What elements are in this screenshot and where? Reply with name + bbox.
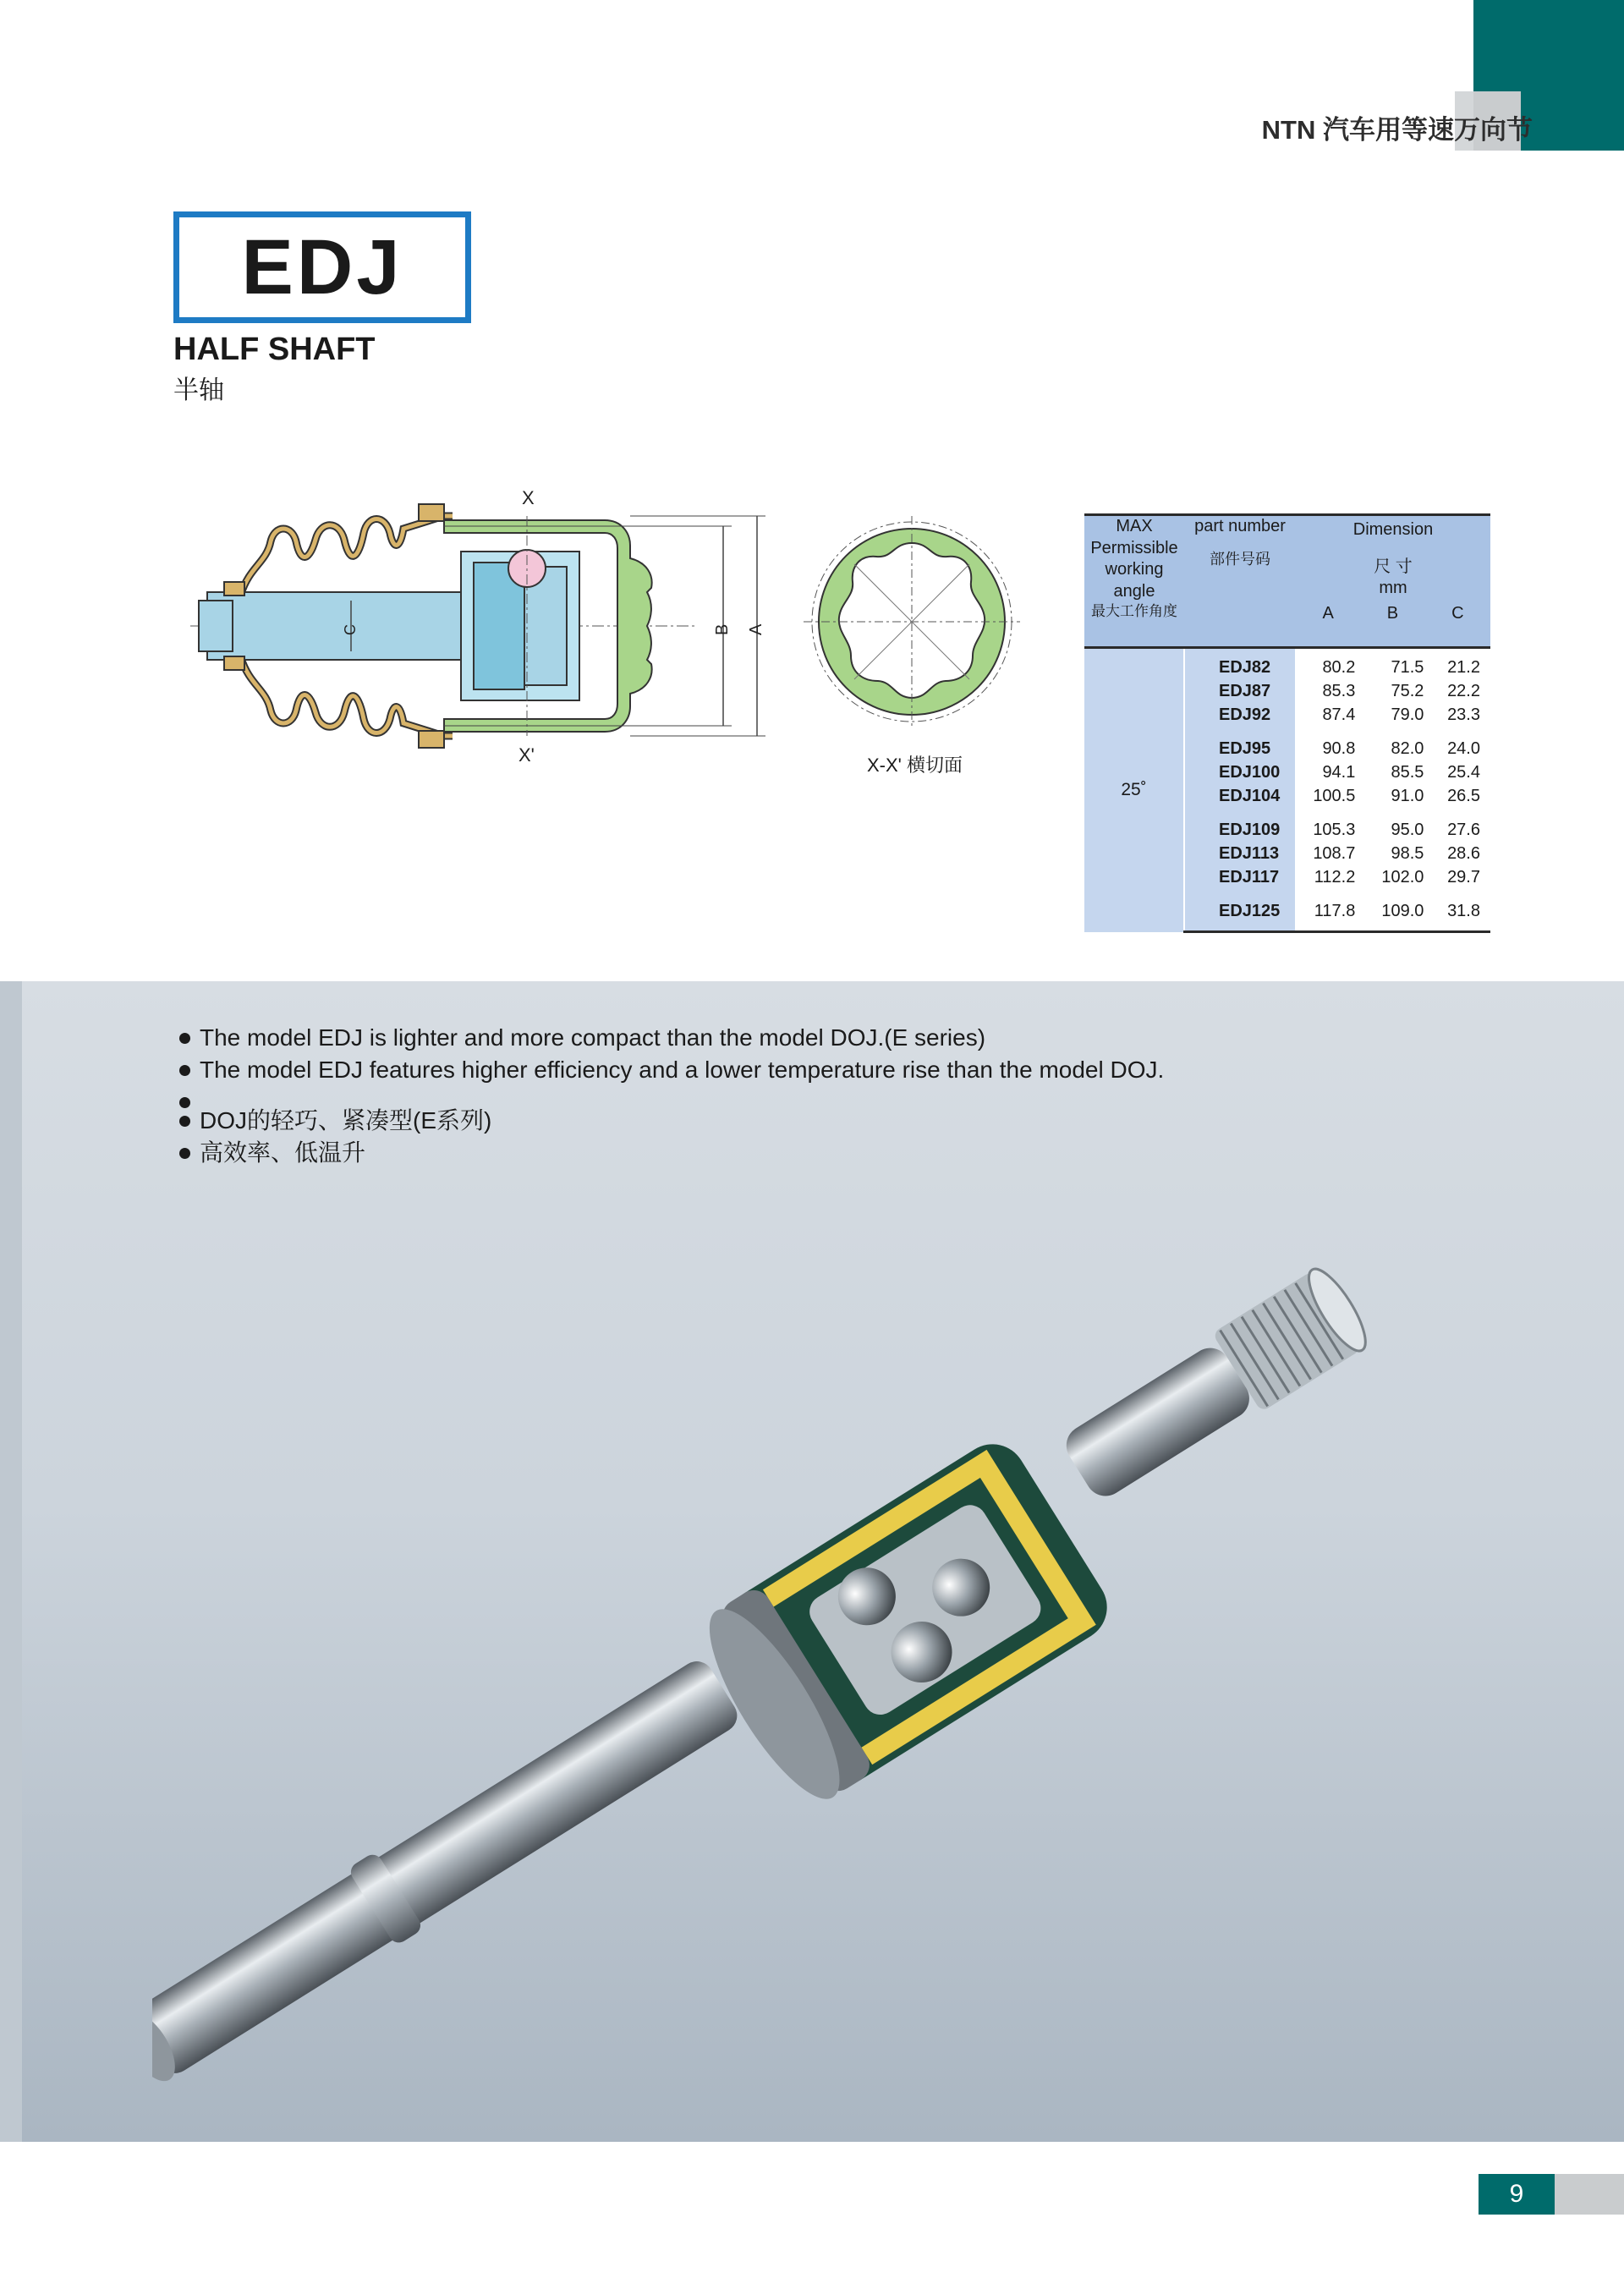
dim-a-cell: 85.3 xyxy=(1296,679,1365,703)
dim-a-cell: 117.8 xyxy=(1296,889,1365,931)
part-number-cell: EDJ125 xyxy=(1184,889,1296,931)
header-part-line-2: 部件号码 xyxy=(1210,550,1270,568)
spec-table xyxy=(1084,513,1490,933)
table-row xyxy=(1084,648,1490,680)
part-number-cell: EDJ109 xyxy=(1184,808,1296,842)
dim-c-cell: 26.5 xyxy=(1434,784,1490,808)
dim-a-cell: 87.4 xyxy=(1296,703,1365,727)
dim-b-cell: 75.2 xyxy=(1365,679,1434,703)
label-a: A xyxy=(747,623,765,635)
header-dim-line-2: 尺 寸 xyxy=(1374,557,1413,576)
page-number: 9 xyxy=(1479,2174,1555,2215)
page-header: NTN 汽车用等速万向节 xyxy=(1261,115,1533,145)
header-dimension xyxy=(1296,515,1490,648)
label-x: X xyxy=(522,487,535,508)
table-header-row xyxy=(1084,515,1490,648)
part-number-cell: EDJ82 xyxy=(1184,648,1296,680)
dim-b-cell: 109.0 xyxy=(1365,889,1434,931)
dim-c-cell: 27.6 xyxy=(1434,808,1490,842)
part-number-cell: EDJ92 xyxy=(1184,703,1296,727)
dim-a-cell: 90.8 xyxy=(1296,727,1365,760)
dim-c-cell: 23.3 xyxy=(1434,703,1490,727)
dim-b-cell: 85.5 xyxy=(1365,760,1434,784)
dim-a-cell: 80.2 xyxy=(1296,648,1365,680)
dim-a-cell: 112.2 xyxy=(1296,865,1365,889)
dim-b-cell: 79.0 xyxy=(1365,703,1434,727)
header-dim-unit: mm xyxy=(1379,579,1407,598)
dim-c-cell: 21.2 xyxy=(1434,648,1490,680)
x-section-view xyxy=(804,508,1023,761)
angle-value: 25˚ xyxy=(1084,648,1184,932)
header-angle-line-4: angle xyxy=(1113,581,1155,601)
half-shaft-photo xyxy=(152,1252,1522,2098)
header-dim-line-1: Dimension xyxy=(1352,520,1434,539)
table-body xyxy=(1084,648,1490,932)
header-col-c: C xyxy=(1451,603,1464,623)
header-part-line-1: part number xyxy=(1194,517,1286,535)
dim-c-cell: 31.8 xyxy=(1434,889,1490,931)
section-caption: X-X' 横切面 xyxy=(867,755,963,776)
dim-b-cell: 71.5 xyxy=(1365,648,1434,680)
header-dim-sub xyxy=(1296,603,1490,625)
joint-cross-section-drawing xyxy=(190,482,799,787)
feature-cn-2: 高效率、低温升 xyxy=(178,1137,1164,1169)
dim-c-cell: 22.2 xyxy=(1434,679,1490,703)
label-b: B xyxy=(713,623,732,635)
header-angle-line-5: 最大工作角度 xyxy=(1091,603,1177,620)
dim-a-cell: 100.5 xyxy=(1296,784,1365,808)
part-number-cell: EDJ95 xyxy=(1184,727,1296,760)
dim-c-cell: 28.6 xyxy=(1434,842,1490,865)
dim-b-cell: 95.0 xyxy=(1365,808,1434,842)
feature-en-1: The model EDJ is lighter and more compact than the model DOJ.(E series) xyxy=(178,1022,1164,1054)
part-number-cell: EDJ100 xyxy=(1184,760,1296,784)
label-x-prime: X' xyxy=(518,744,535,766)
dim-b-cell: 102.0 xyxy=(1365,865,1434,889)
dim-c-cell: 24.0 xyxy=(1434,727,1490,760)
part-number-cell: EDJ113 xyxy=(1184,842,1296,865)
feature-list xyxy=(178,1022,1164,1169)
header-angle-line-1: MAX xyxy=(1116,517,1153,535)
photo-edge-strip xyxy=(0,981,22,2142)
dim-c-cell: 29.7 xyxy=(1434,865,1490,889)
feature-en-2: The model EDJ features higher efficiency and a lower temperature rise than the model DOJ. xyxy=(178,1054,1164,1086)
page-number-bar xyxy=(1555,2174,1624,2215)
header-angle-line-2: Permissible xyxy=(1090,538,1178,557)
feature-gap xyxy=(178,1086,1164,1105)
header-part-number xyxy=(1184,515,1296,648)
header-col-a: A xyxy=(1322,603,1334,623)
dim-a-cell: 108.7 xyxy=(1296,842,1365,865)
dim-a-cell: 105.3 xyxy=(1296,808,1365,842)
header-col-b: B xyxy=(1386,603,1399,623)
page-title: EDJ xyxy=(241,223,403,310)
title-box xyxy=(173,211,471,323)
subtitle-english: HALF SHAFT xyxy=(173,332,376,367)
dim-b-cell: 82.0 xyxy=(1365,727,1434,760)
dim-b-cell: 98.5 xyxy=(1365,842,1434,865)
part-number-cell: EDJ104 xyxy=(1184,784,1296,808)
product-photo-area xyxy=(0,981,1624,2142)
part-number-cell: EDJ117 xyxy=(1184,865,1296,889)
dim-b-cell: 91.0 xyxy=(1365,784,1434,808)
label-c: C xyxy=(342,624,359,635)
dim-c-cell: 25.4 xyxy=(1434,760,1490,784)
feature-cn-1: DOJ的轻巧、紧凑型(E系列) xyxy=(178,1105,1164,1137)
part-number-cell: EDJ87 xyxy=(1184,679,1296,703)
header-angle xyxy=(1084,515,1184,648)
subtitle-chinese: 半轴 xyxy=(173,376,224,404)
header-angle-line-3: working xyxy=(1105,560,1164,579)
dim-a-cell: 94.1 xyxy=(1296,760,1365,784)
